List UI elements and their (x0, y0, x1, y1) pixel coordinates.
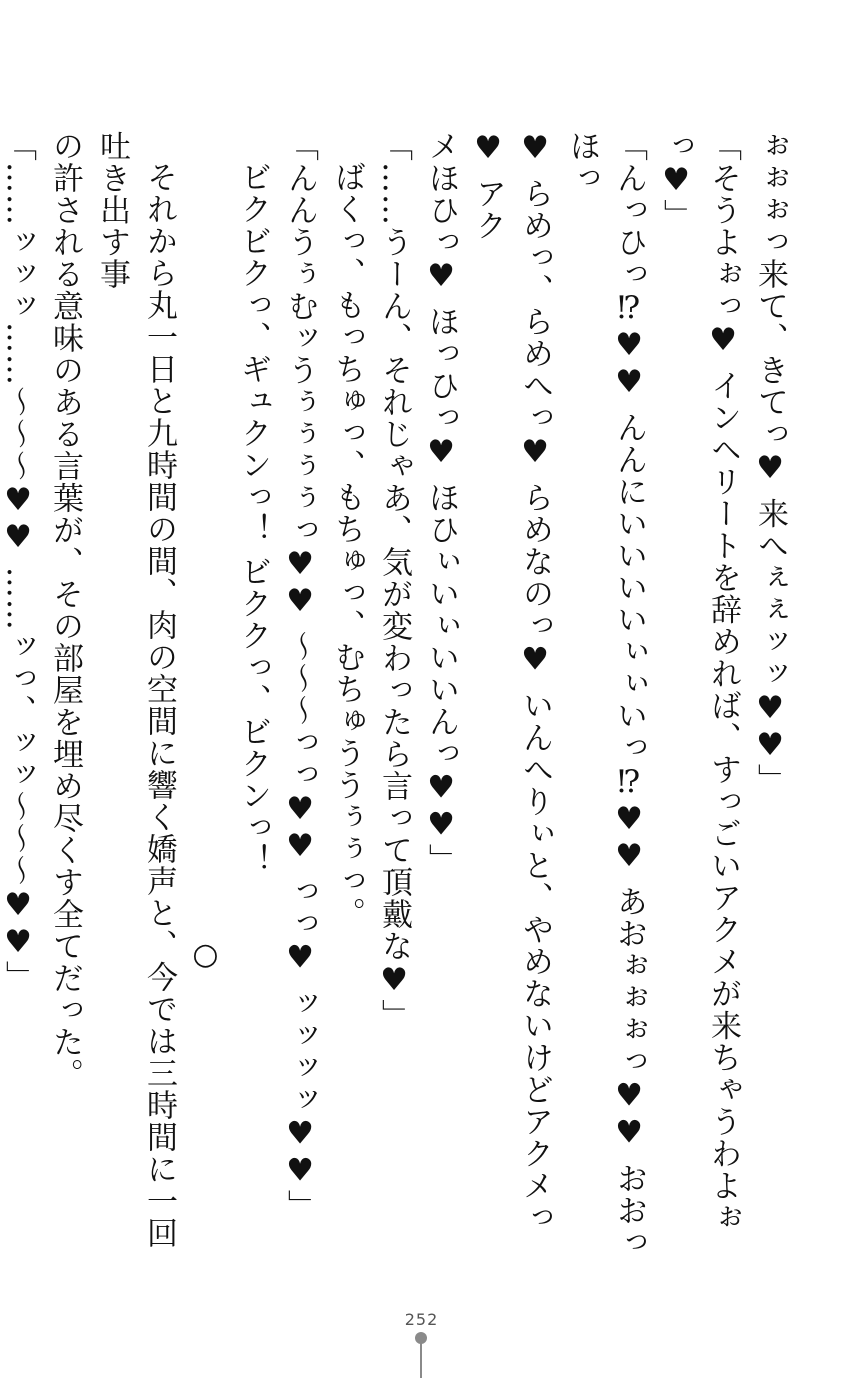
vertical-text-body (0, 130, 793, 1260)
text-line: の許される意味のある言葉が、その部屋を埋め尽くす全てだった。 (47, 130, 83, 1090)
text-line: ♥ らめっ、らめへっ♥ らめなのっ♥ いんへりぃと、やめないけどアクメっ♥ アク (470, 130, 553, 1234)
text-line: 「……ッッッ……〜〜〜♥♥ ……ッっ、ッッ〜〜〜♥♥」 (0, 130, 36, 993)
text-line: それから丸一日と九時間の間、肉の空間に響く嬌声と、今では三時間に一回吐き出す事 (94, 130, 177, 1249)
scene-separator: ○ (188, 937, 223, 973)
page-marker-icon (415, 1332, 427, 1378)
text-line: ばくっ、もっちゅっ、もちゅっ、むちゅううぅぅっ。 (329, 161, 365, 929)
text-line: 「そうよぉっ♥ インヘリートを辞めれば、すっごいアクメが来ちゃうわよぉっ♥」 (658, 130, 741, 1234)
text-line: ビクビクっ、ギュクンっ！ ビククっ、ビクンっ！ (235, 161, 271, 876)
text-line: 「んっひっ⁉♥♥ んんにいいいいぃぃいっ⁉♥♥ あおぉぉぉっ♥♥ おおっほっ (564, 130, 647, 1259)
text-line: メほひっ♥ ほっひっ♥ ほひぃいぃいいんっ♥♥」 (423, 130, 459, 876)
text-line: 「……うーん、それじゃあ、気が変わったら言って頂戴な♥」 (376, 130, 412, 1031)
text-line: 「んんうぅむッうぅぅぅぅっ♥♥ 〜〜〜っっ♥♥ っっ♥ ッッッッ♥♥」 (282, 130, 318, 1222)
page-number: 252 (404, 1310, 439, 1329)
marker-line (420, 1342, 422, 1378)
text-line: ぉぉぉっ来て、きてっ♥ 来へぇぇッッ♥♥」 (752, 130, 788, 796)
